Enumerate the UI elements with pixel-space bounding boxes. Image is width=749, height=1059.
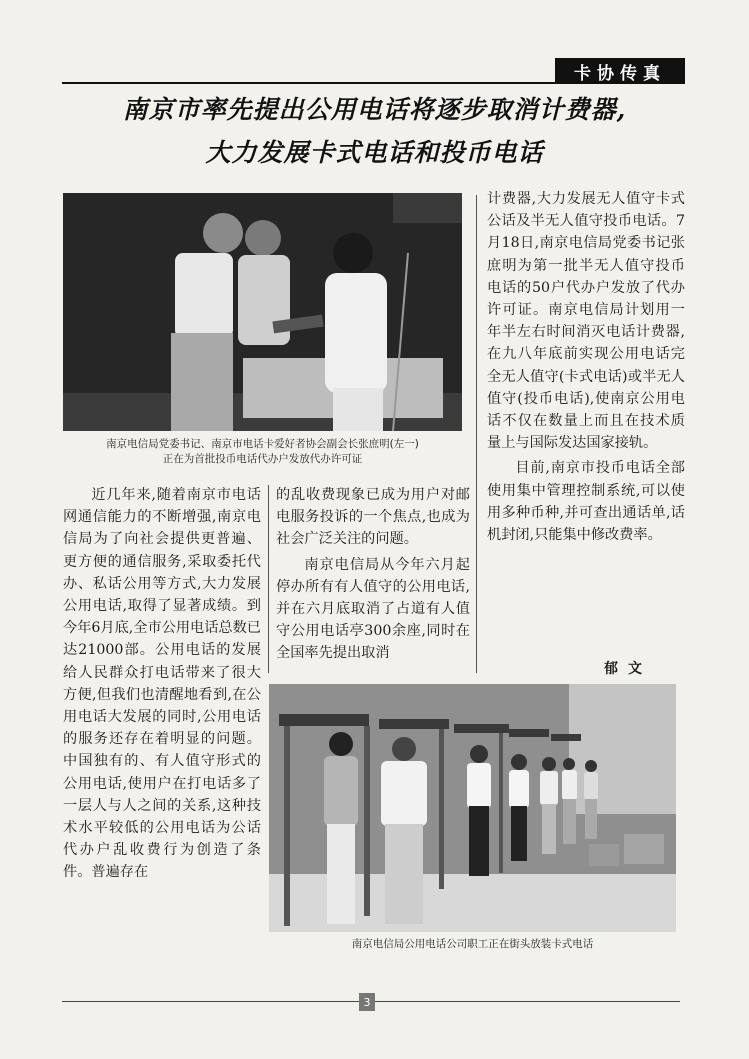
photo2-caption: 南京电信局公用电话公司职工正在街头放装卡式电话	[351, 938, 594, 950]
column-divider-1	[268, 485, 269, 673]
page-number: 3	[359, 993, 375, 1011]
photo-street-phones-illustration	[269, 684, 676, 932]
author-byline: 郁文	[604, 661, 652, 677]
article-col-right-top	[487, 188, 685, 546]
paragraph-mid-1: 的乱收费现象已成为用户对邮电服务投诉的一个焦点,也成为社会广泛关注的问题。	[276, 487, 470, 548]
article-col-middle	[276, 484, 470, 665]
article-col-left	[63, 484, 261, 884]
photo1-caption-line-1: 南京电信局党委书记、南京市电话卡爱好者协会副会长张庶明(左一)	[106, 438, 419, 450]
paragraph-mid-2: 南京电信局从今年六月起停办所有有人值守的公用电话,并在六月底取消了占道有人值守公用电话亭300余座,同时在全国率先提出取消	[276, 556, 470, 662]
photo1-caption	[63, 437, 462, 467]
paragraph-right-2: 目前,南京市投币电话全部使用集中管理控制系统,可以使用多种币种,并可查出通话单,话机封闭,只能集中修改费率。	[487, 460, 685, 544]
photo-street-phones	[269, 684, 676, 932]
headline-line-1: 南京市率先提出公用电话将逐步取消计费器,	[122, 95, 627, 124]
photo-license-ceremony	[63, 193, 462, 431]
column-divider-2	[476, 195, 477, 673]
photo-license-ceremony-illustration	[63, 193, 462, 431]
section-tag: 卡协传真	[555, 58, 685, 84]
photo1-caption-line-2: 正在为首批投币电话代办户发放代办许可证	[162, 453, 363, 465]
paragraph-left-1: 近几年来,随着南京市电话网通信能力的不断增强,南京电信局为了向社会提供更普遍、更方便的通信服务,采取委托代办、私话公用等方式,大力发展公用电话,取得了显著成绩。到今年6月底,全市公用电话总数已达21000部。公用电话的发展给人民群众打电话带来了很大方便,但我们也清醒地看到,在公用电话大发展的同时,公用电话的服务还存在着明显的问题。中国独有的、有人值守形式的公用电话,使用户在打电话多了一层人与人之间的关系,这种技术水平较低的公用电话为公话代办户乱收费行为创造了条件。普遍存在	[63, 487, 261, 881]
paragraph-right-1: 计费器,大力发展无人值守卡式公话及半无人值守投币电话。7月18日,南京电信局党委书记张庶明为第一批半无人值守投币电话的50户代办户发放了代办许可证。南京电信局计划用一年半左右时间消灭电话计费器,在九八年底前实现公用电话完全无人值守(卡式电话)或半无人值守(投币电话),使南京公用电话不仅在数量上而且在技术质量上与国际发达国家接轨。	[487, 191, 685, 452]
headline-line-2: 大力发展卡式电话和投币电话	[205, 138, 544, 167]
